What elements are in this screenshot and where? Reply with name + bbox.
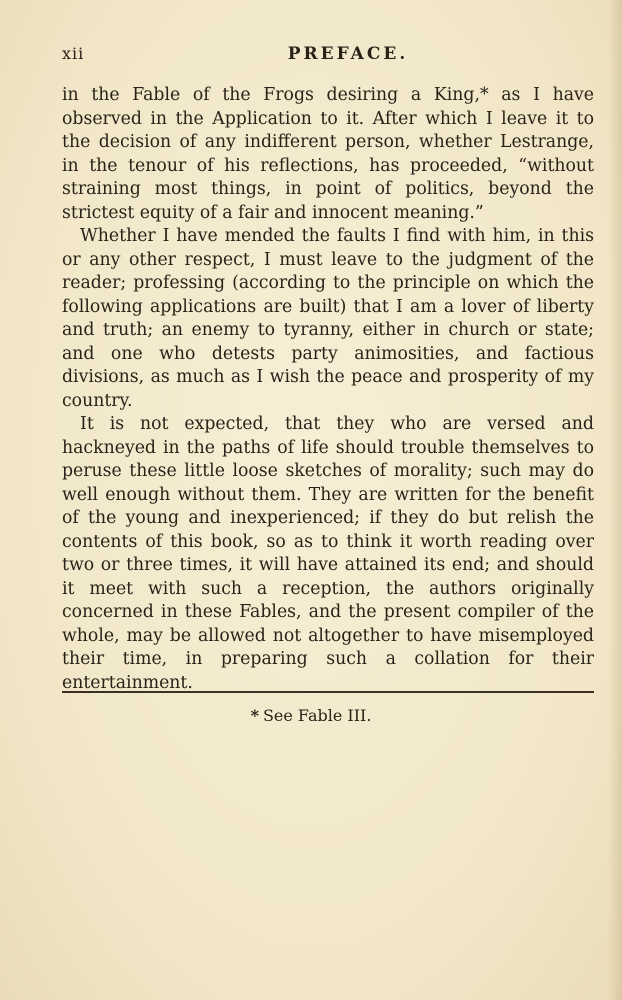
paragraph: Whether I have mended the faults I find with him, in this or any other respect, I must leave to the judgment of the reader; professing (according to the principle on which the following applications are built) that I am a lover of liberty and truth; an enemy to tyranny, either in church or state; and one who detests party animosities, and factious divisions, as much as I wish the peace and prosperity of my country. (62, 226, 594, 411)
paragraph: It is not expected, that they who are versed and hackneyed in the paths of life should trouble themselves to peruse these little loose sketches of morality; such may do well enough without them. They are written for the benefit of the young and inexperienced; if they do but relish the contents of this book, so as to think it worth reading over two or three times, it will have attained its end; and should it meet with such a reception, the authors originally concerned in these Fables, and the present compiler of the whole, may be allowed not altogether to have misemployed their time, in preparing such a collation for their entertainment. (62, 414, 594, 693)
footnote-marker: * (250, 706, 259, 725)
running-head (62, 44, 594, 70)
footnote (0, 706, 622, 725)
footnote-text: See Fable III. (262, 706, 372, 725)
page-edge-shadow (608, 0, 622, 1000)
paragraph-continued: in the Fable of the Frogs desiring a King,* as I have observed in the Application to it. After which I leave it to the decision of any indifferent person, whether Lestrange, in the tenour of his reflections, has proceeded, “without straining most things, in point of politics, beyond the strictest equity of a fair and innocent meaning.” (62, 85, 594, 223)
page-number: xii (62, 44, 85, 63)
body-text (62, 84, 594, 695)
footnote-rule (62, 691, 594, 693)
running-title: PREFACE. (287, 44, 409, 64)
